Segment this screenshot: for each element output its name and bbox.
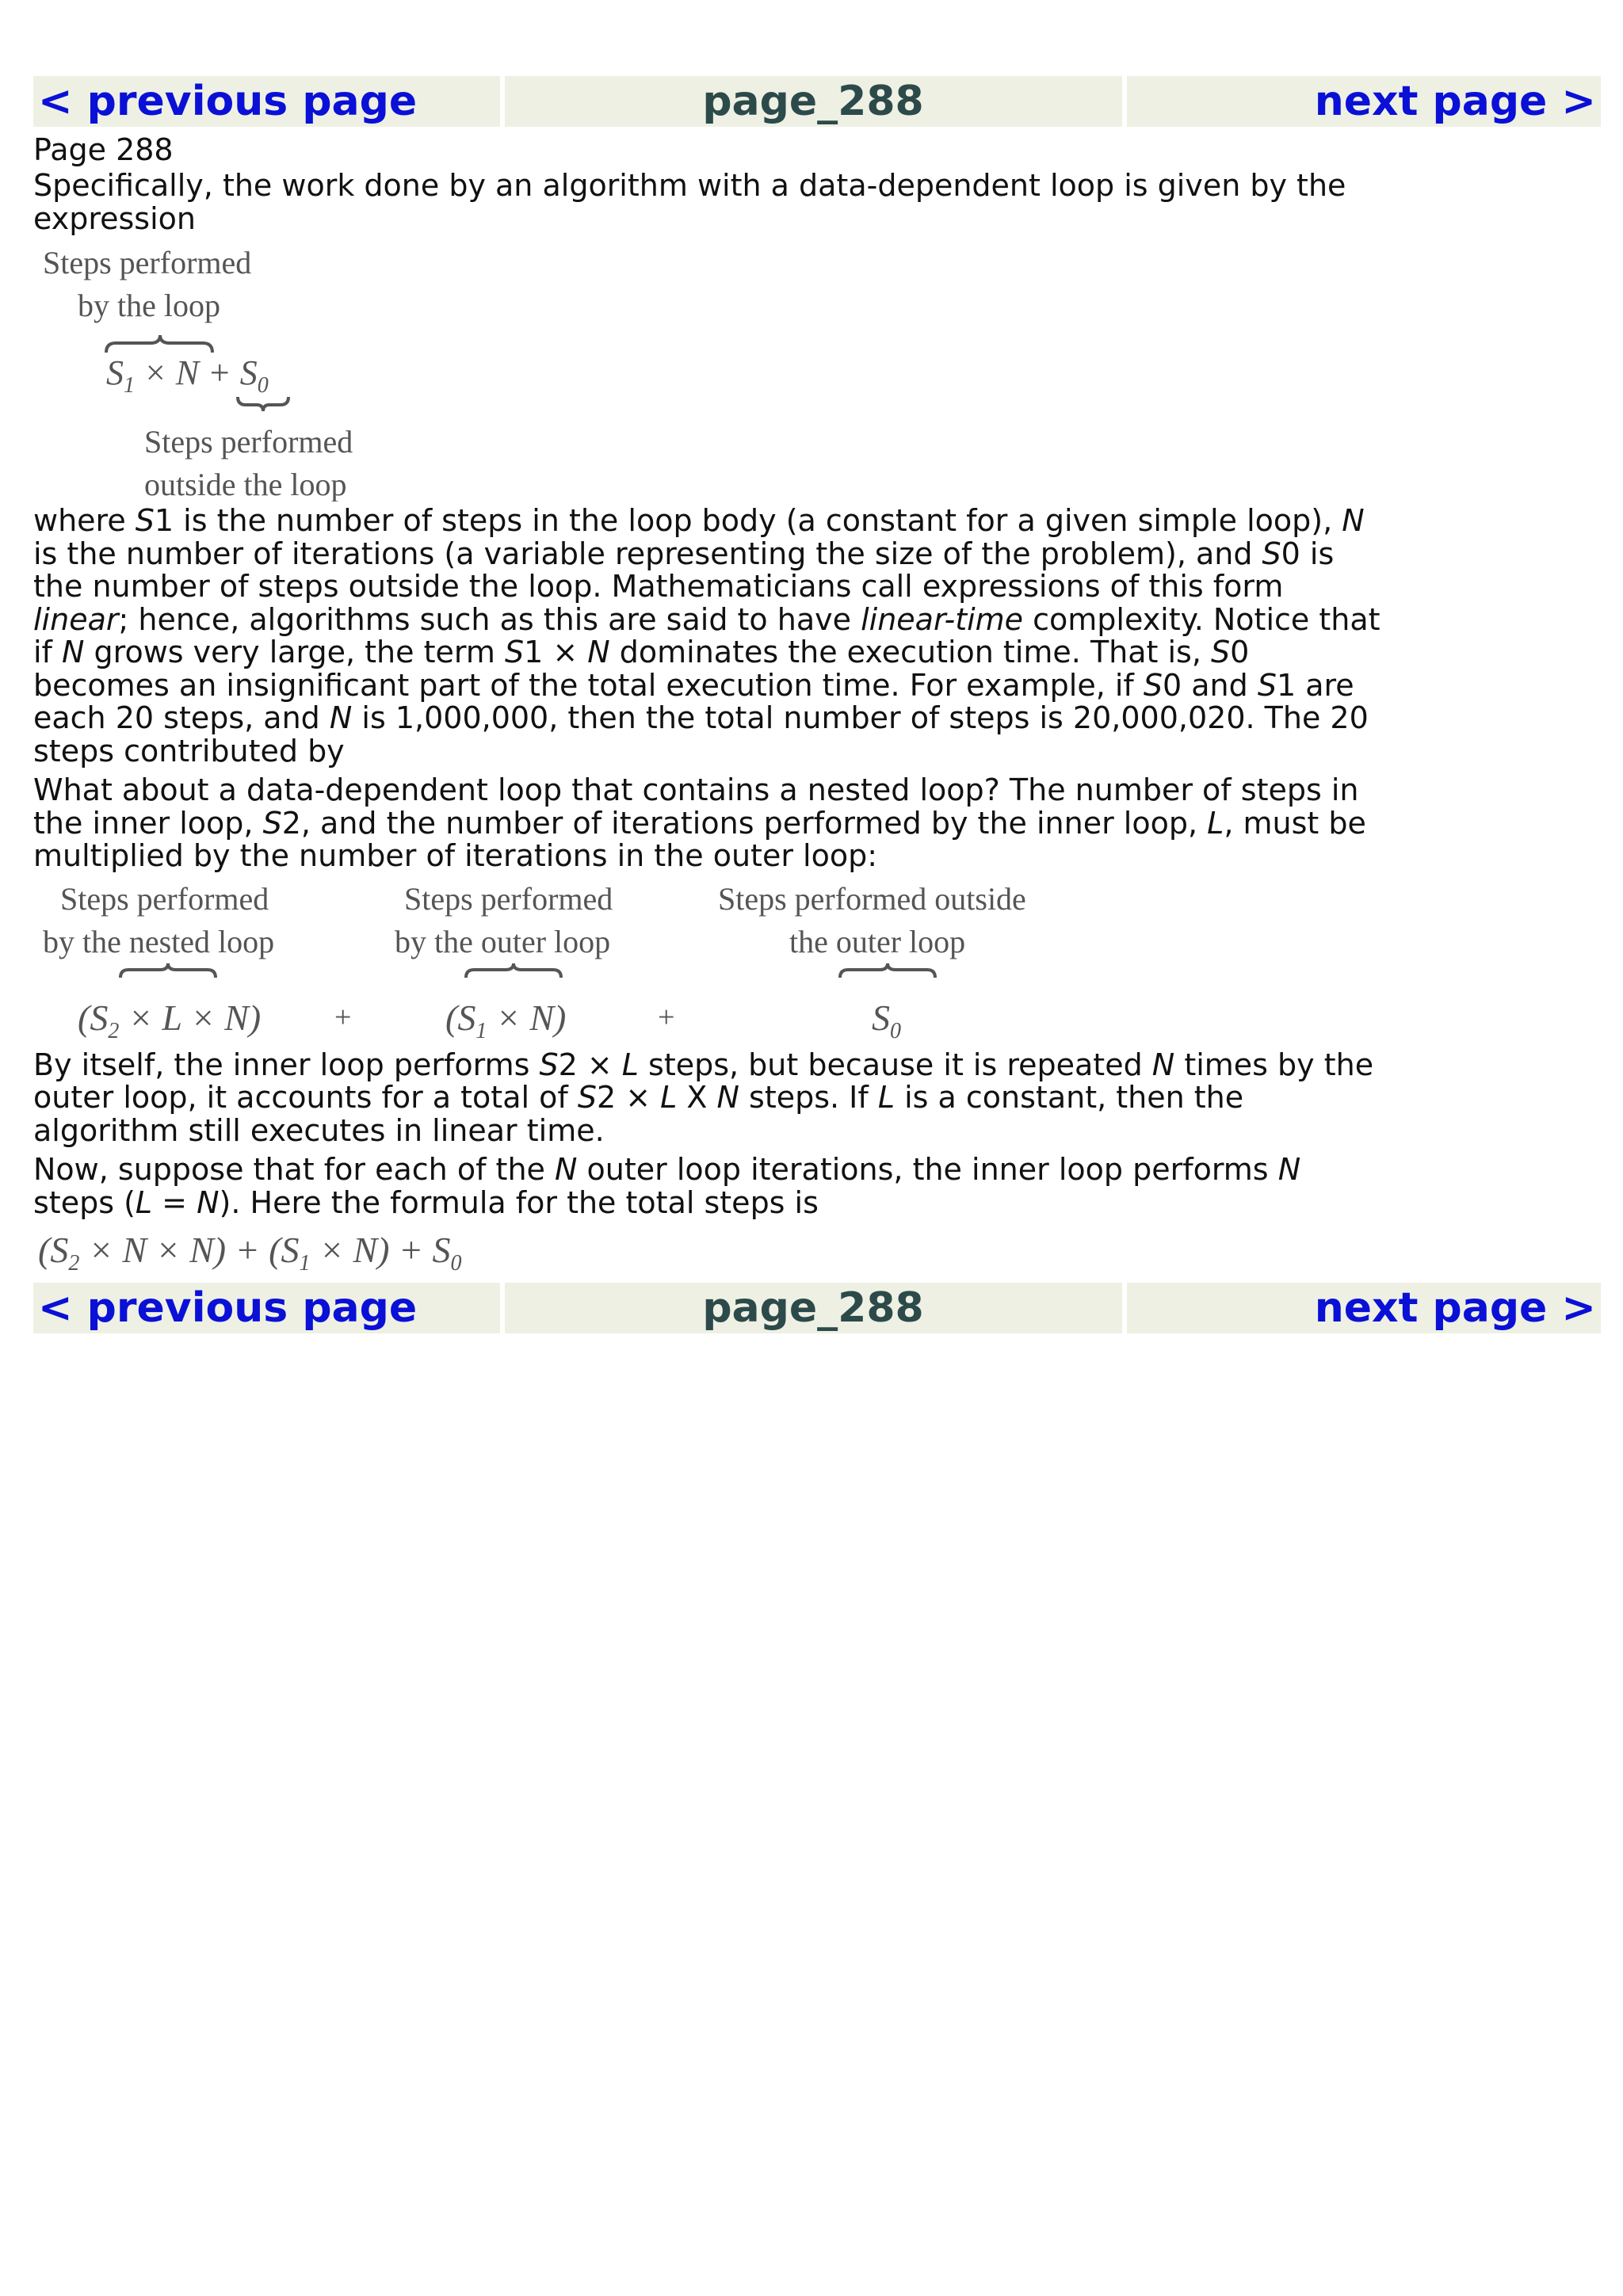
fig3-formula: $(S_2 \times N \times N) + (S_1 \times N) + S_0$ (38, 1230, 462, 1276)
next-page-link-bottom[interactable]: next page > (1314, 1284, 1596, 1332)
fig1-bottom-label-line1: Steps performed (144, 424, 353, 460)
fig2-col1-line2: by the nested loop (43, 923, 275, 959)
fig2-col1-line1: Steps performed (60, 880, 269, 917)
top-page-label: page_288 (505, 76, 1122, 127)
top-navigation-bar (33, 76, 1601, 127)
paragraph-3: What about a data-dependent loop that contains a nested loop? The number of steps in the inner loop, S2, and the number of iterations performed by the inner loop, L, must be multiplied by the number of iterations in the outer loop: (33, 772, 1366, 873)
fig1-formula: $S_1 \times N + S_0$ (106, 353, 269, 398)
fig2-plus-2: + (658, 1000, 675, 1034)
fig2-col2-line2: by the outer loop (395, 923, 611, 959)
previous-page-link-bottom[interactable]: < previous page (38, 1284, 418, 1332)
top-prev-cell (33, 76, 500, 127)
paragraph-4: By itself, the inner loop performs S2 × L steps, but because it is repeated N times by the outer loop, it accounts for a total of S2 × L X N steps. If L is a constant, then the algorithm still executes in linear time. (33, 1047, 1374, 1148)
fig2-col2-line1: Steps performed (404, 880, 613, 917)
previous-page-link[interactable]: < previous page (38, 78, 418, 125)
paragraph-1: Specifically, the work done by an algorithm with a data-dependent loop is given by the expression (33, 168, 1346, 236)
equation-figure-1 (33, 242, 398, 502)
fig2-col3-line2: the outer loop (789, 923, 966, 959)
bottom-navigation-bar (33, 1283, 1601, 1333)
fig1-underbrace (238, 397, 288, 411)
paragraph-5: Now, suppose that for each of the N outer loop iterations, the inner loop performs N steps (L = N). Here the formula for the total steps is (33, 1152, 1301, 1220)
fig2-term3: $S_0$ (872, 997, 901, 1043)
page (33, 76, 1602, 1333)
fig2-brace-3 (840, 963, 935, 978)
fig1-top-label-line1: Steps performed (43, 245, 252, 280)
bottom-page-label: page_288 (505, 1283, 1122, 1333)
fig2-plus-1: + (334, 1000, 352, 1034)
bottom-next-cell (1127, 1283, 1601, 1333)
fig2-term2: $(S_1 \times N)$ (445, 997, 567, 1043)
body-text-3 (33, 1049, 1381, 1220)
page-number-label: Page 288 (33, 132, 174, 167)
fig2-brace-2 (466, 963, 561, 978)
equation-figure-3 (33, 1226, 477, 1278)
fig1-overbrace (106, 335, 212, 353)
fig1-bottom-label-line2: outside the loop (144, 467, 347, 502)
body-text (33, 170, 1381, 235)
paragraph-2: where S1 is the number of steps in the loop body (a constant for a given simple loop), N is the number of iterations (a variable representing the size of the problem), and S0 is the number of steps outside the loop. Mathematicians call expressions of this form linear; hence, algorithms such as this are said to have linear-time complexity. Notice that if N grows very large, the term S1 × N dominates the execution time. That is, S0 becomes an insignificant part of the total execution time. For example, if S0 and S1 are each 20 steps, and N is 1,000,000, then the total number of steps is 20,000,020. The 20 steps contributed by (33, 503, 1381, 769)
equation-figure-2 (33, 879, 1079, 1046)
top-next-cell (1127, 76, 1601, 127)
fig2-col3-line1: Steps performed outside (718, 880, 1026, 917)
fig1-top-label-line2: by the loop (78, 288, 220, 323)
next-page-link[interactable]: next page > (1314, 78, 1596, 125)
bottom-prev-cell (33, 1283, 500, 1333)
fig2-term1: $(S_2 \times L \times N)$ (78, 997, 262, 1043)
fig2-brace-1 (120, 963, 216, 978)
body-text-2 (33, 505, 1381, 873)
